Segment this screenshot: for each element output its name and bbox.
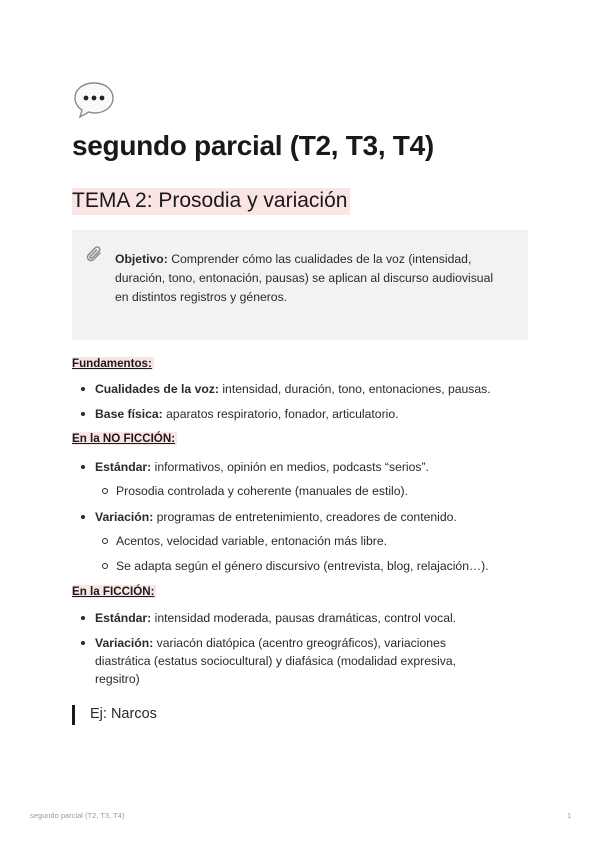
speech-balloon-icon [72,80,116,120]
page-title: segundo parcial (T2, T3, T4) [72,130,434,161]
list-item [95,380,491,398]
list-item [95,609,456,627]
list-item-text: variacón diatópica (acentro greográficos), variaciones [153,636,446,650]
list-item-term: Cualidades de la voz: [95,382,219,396]
list-item [95,405,399,423]
quote-text: Ej: Narcos [90,706,157,722]
no-ficcion-label: En la NO FICCIÓN: [72,432,176,445]
list-item-text: programas de entretenimiento, creadores de contenido. [153,510,457,524]
paperclip-icon [84,244,106,266]
callout-line-1 [115,250,515,269]
list-item-term: Estándar: [95,611,152,625]
sub-bullet-ring [102,563,108,569]
sub-bullet-ring [102,488,108,494]
list-item [95,634,515,688]
list-item-term: Variación: [95,510,154,524]
list-item [95,508,457,526]
callout-line-2: duración, tono, entonación, pausas) se aplican al discurso audiovisual [115,271,494,285]
bullet-dot [81,387,85,391]
list-item-text: intensidad, duración, tono, entonaciones, pausas. [218,382,491,396]
list-item-term: Estándar: [95,460,152,474]
bullet-dot [81,412,85,416]
bullet-dot [81,465,85,469]
footer-page-number: 1 [567,811,572,820]
sub-list-item: Acentos, velocidad variable, entonación más libre. [116,534,387,548]
sub-list-item: Se adapta según el género discursivo (entrevista, blog, relajación…). [116,559,489,573]
callout-text [115,250,515,307]
list-item-line-3: regsitro) [95,672,140,686]
bullet-dot [81,515,85,519]
bullet-dot [81,641,85,645]
list-item-term: Variación: [95,636,154,650]
sub-list-item: Prosodia controlada y coherente (manuales de estilo). [116,484,408,498]
list-item-term: Base física: [95,407,163,421]
list-item-text: informativos, opinión en medios, podcasts “serios”. [151,460,429,474]
list-item [95,458,429,476]
tema-heading-wrap [72,188,350,215]
objetivo-callout [72,230,528,340]
list-item-line-1 [95,634,515,652]
sub-bullet-ring [102,538,108,544]
footer-title: segundo parcial (T2, T3, T4) [30,811,125,820]
list-item-text: intensidad moderada, pausas dramáticas, control vocal. [151,611,457,625]
list-item-line-2: diastrática (estatus sociocultural) y diafásica (modalidad expresiva, [95,654,457,668]
fundamentos-label: Fundamentos: [72,357,152,370]
ficcion-label: En la FICCIÓN: [72,585,155,598]
callout-line-3: en distintos registros y géneros. [115,290,288,304]
callout-label: Objetivo: [115,252,168,266]
quote-bar [72,705,75,725]
list-item-text: aparatos respiratorio, fonador, articulatorio. [162,407,399,421]
tema-heading: TEMA 2: Prosodia y variación [72,188,350,215]
bullet-dot [81,616,85,620]
callout-line-1-text: Comprender cómo las cualidades de la voz (intensidad, [167,252,472,266]
